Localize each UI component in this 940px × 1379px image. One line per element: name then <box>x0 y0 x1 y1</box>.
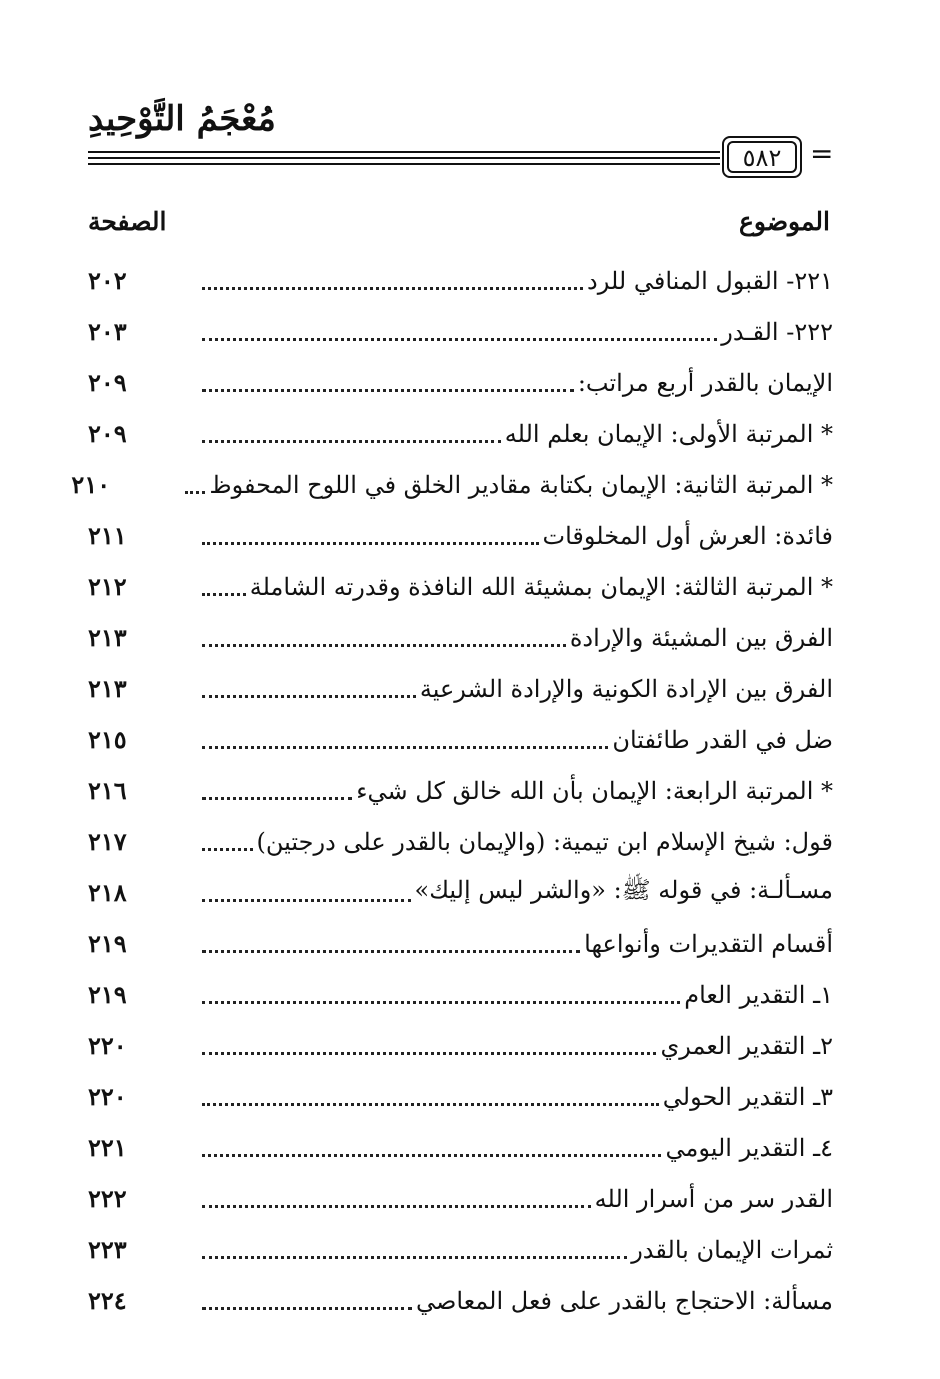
dot-leader <box>202 1205 591 1208</box>
dot-leader <box>202 1103 659 1106</box>
toc-entry <box>88 255 833 306</box>
toc-entry <box>88 1071 833 1122</box>
toc-entry-title: مسـألـة: في قوله ﷺ: «والشر ليس إليك» <box>414 876 833 904</box>
toc-entry-page: ٢١٨ <box>88 878 127 907</box>
toc-entry <box>71 459 833 510</box>
toc-entry-title: أقسام التقديرات وأنواعها <box>584 929 833 958</box>
topic-column-heading: الموضوع <box>739 207 830 236</box>
toc-entry <box>88 1224 833 1275</box>
toc-entry-page: ٢٠٩ <box>88 419 127 448</box>
toc-entry <box>88 969 833 1020</box>
toc-entry-page: ٢١٥ <box>88 725 127 754</box>
dot-leader <box>185 491 205 494</box>
toc-entry-title: ثمرات الإيمان بالقدر <box>631 1235 833 1264</box>
toc-entry-title: ١ـ التقدير العام <box>684 980 833 1009</box>
toc-entry-title: مسألة: الاحتجاج بالقدر على فعل المعاصي <box>416 1286 833 1315</box>
toc-entry-page: ٢٠٣ <box>88 317 127 346</box>
toc-entry-title: فائدة: العرش أول المخلوقات <box>542 521 833 550</box>
dot-leader <box>202 389 574 392</box>
toc-entry-page: ٢٢٤ <box>88 1286 127 1315</box>
page-number-frame <box>722 136 802 178</box>
toc-entry-title: * المرتبة الثالثة: الإيمان بمشيئة الله النافذة وقدرته الشاملة <box>249 572 833 601</box>
dot-leader <box>202 593 246 596</box>
toc-entry-page: ٢٠٩ <box>88 368 127 397</box>
toc-entry <box>88 357 833 408</box>
page-header <box>0 0 940 200</box>
header-rule <box>88 157 720 159</box>
dot-leader <box>202 797 352 800</box>
dot-leader <box>202 899 411 902</box>
toc-entry-page: ٢١١ <box>88 521 127 550</box>
toc-entry <box>88 663 833 714</box>
dot-leader <box>202 1052 656 1055</box>
dot-leader <box>202 287 583 290</box>
toc-entry-page: ٢١٧ <box>88 827 127 856</box>
dot-leader <box>202 1256 627 1259</box>
toc-entry <box>88 918 833 969</box>
toc-entry-page: ٢١٣ <box>88 623 127 652</box>
toc-entry-page: ٢٢٣ <box>88 1235 127 1264</box>
book-title: مُعْجَمُ التَّوْحِيدِ <box>88 99 276 139</box>
toc-entry-title: ٣ـ التقدير الحولي <box>662 1082 833 1111</box>
toc-entry-page: ٢٢٠ <box>88 1031 127 1060</box>
header-mark: = <box>810 137 834 170</box>
toc-entry <box>88 1275 833 1326</box>
toc-entry <box>88 561 833 612</box>
toc-entry-page: ٢٢١ <box>88 1133 127 1162</box>
toc-entry-page: ٢١٣ <box>88 674 127 703</box>
toc-entry-page: ٢١٠ <box>71 470 111 499</box>
toc-entry-title: * المرتبة الثانية: الإيمان بكتابة مقادير الخلق في اللوح المحفوظ <box>209 470 833 499</box>
toc-entry <box>88 867 833 918</box>
toc-entry-page: ٢١٩ <box>88 929 127 958</box>
toc-entry <box>88 612 833 663</box>
table-of-contents <box>71 255 833 1326</box>
toc-entry <box>88 306 833 357</box>
toc-entry-title: ٢٢١- القبول المنافي للرد <box>587 266 833 295</box>
dot-leader <box>202 746 608 749</box>
toc-entry <box>88 1020 833 1071</box>
page-number: ٥٨٢ <box>742 144 782 172</box>
toc-entry-page: ٢٠٢ <box>88 266 127 295</box>
dot-leader <box>202 1154 661 1157</box>
toc-entry <box>88 1122 833 1173</box>
toc-entry-title: ٤ـ التقدير اليومي <box>665 1133 833 1162</box>
toc-entry-title: ٢٢٢- القـدر <box>721 317 833 346</box>
dot-leader <box>202 848 253 851</box>
dot-leader <box>202 542 539 545</box>
toc-entry-page: ٢١٩ <box>88 980 127 1009</box>
dot-leader <box>202 644 566 647</box>
toc-entry <box>88 408 833 459</box>
page-column-heading: الصفحة <box>88 207 167 236</box>
toc-entry-title: القدر سر من أسرار الله <box>594 1184 833 1213</box>
dot-leader <box>202 950 580 953</box>
toc-entry-title: الفرق بين الإرادة الكونية والإرادة الشرعية <box>419 674 833 703</box>
toc-entry <box>88 816 833 867</box>
toc-entry-title: الفرق بين المشيئة والإرادة <box>569 623 833 652</box>
toc-entry-page: ٢٢٢ <box>88 1184 127 1213</box>
dot-leader <box>202 440 501 443</box>
toc-entry-page: ٢١٦ <box>88 776 127 805</box>
toc-entry-page: ٢٢٠ <box>88 1082 127 1111</box>
toc-entry <box>88 765 833 816</box>
toc-entry-title: ضل في القدر طائفتان <box>612 725 833 754</box>
dot-leader <box>202 1307 412 1310</box>
header-rule <box>88 163 720 165</box>
header-rule <box>88 151 720 153</box>
dot-leader <box>202 1001 680 1004</box>
dot-leader <box>202 338 717 341</box>
toc-entry <box>88 714 833 765</box>
toc-entry-title: * المرتبة الرابعة: الإيمان بأن الله خالق كل شيء <box>356 776 833 805</box>
toc-entry-title: * المرتبة الأولى: الإيمان بعلم الله <box>504 419 833 448</box>
toc-entry-title: قول: شيخ الإسلام ابن تيمية: (والإيمان بالقدر على درجتين) <box>256 827 833 856</box>
toc-entry-title: ٢ـ التقدير العمري <box>660 1031 833 1060</box>
toc-entry-page: ٢١٢ <box>88 572 127 601</box>
toc-entry <box>88 510 833 561</box>
toc-entry <box>88 1173 833 1224</box>
dot-leader <box>202 695 416 698</box>
toc-entry-title: الإيمان بالقدر أربع مراتب: <box>577 368 833 397</box>
